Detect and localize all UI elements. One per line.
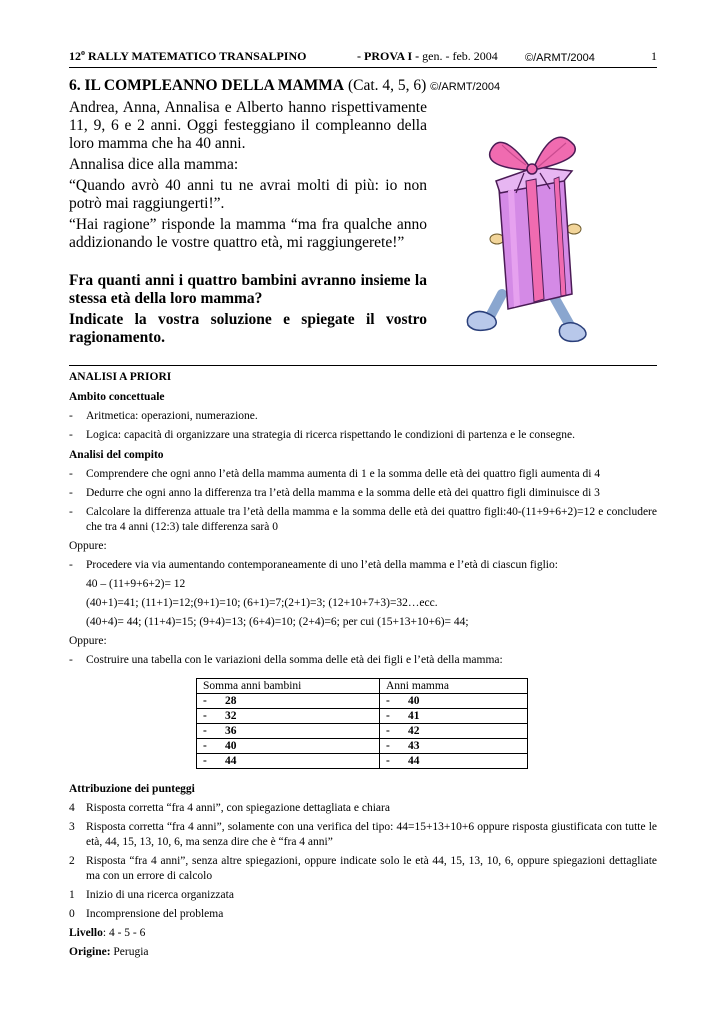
header-copyright: ©/ARMT/2004 [525, 52, 595, 64]
table-header-row [197, 679, 528, 694]
edition-number: 12 [69, 49, 81, 63]
document-page [69, 46, 657, 960]
analysis-heading: ANALISI A PRIORI [69, 371, 172, 383]
punteggi-heading: Attribuzione dei punteggi [69, 783, 195, 795]
list-item: 2 Risposta “fra 4 anni”, senza altre spiegazioni, oppure indicate solo le età 44, 15, 13, 10, 6, oppure spiegazioni dettagliate ma con un errore di calcolo [69, 855, 657, 882]
ambito-heading: Ambito concettuale [69, 391, 165, 403]
list-item: - Procedere via via aumentando contemporaneamente di uno l’età della mamma e l’età di ciascun figlio: [69, 559, 558, 571]
list-item: - Aritmetica: operazioni, numerazione. [69, 410, 258, 422]
table-row: - 32 - 41 [197, 709, 528, 724]
table-row: - 36 - 42 [197, 724, 528, 739]
list-item: 0 Incomprensione del problema [69, 908, 224, 920]
edition-sup: o [81, 48, 85, 57]
problem-instruction: Indicate la vostra soluzione e spiegate il vostro ragionamento. [69, 311, 427, 346]
ages-table [196, 678, 528, 769]
page-number: 1 [651, 49, 657, 63]
oppure-label: Oppure: [69, 540, 107, 552]
list-item: - Calcolare la differenza attuale tra l’età della mamma e la somma delle età dei quattro figli:40-(11+9+6+2)=12 e concludere che tra 4 anni (12:3) tale differenza sarà 0 [69, 506, 657, 533]
table-cell: 42 [408, 724, 420, 737]
calc-line: 40 – (11+9+6+2)= 12 [86, 578, 186, 590]
list-item: - Costruire una tabella con le variazioni della somma delle età dei figli e l’età della mamma: [69, 654, 503, 666]
problem-paragraph: “Quando avrò 40 anni tu ne avrai molti di più: io non potrò mai raggiungerti!”. [69, 177, 427, 212]
list-item: - Dedurre che ogni anno la differenza tra l’età della mamma e la somma delle età dei quattro figli diminuisce di 3 [69, 487, 600, 499]
page-header [69, 46, 657, 68]
table-header: Somma anni bambini [197, 679, 380, 694]
table-cell: 28 [225, 694, 237, 707]
problem-paragraph: Annalisa dice alla mamma: [69, 156, 239, 173]
rally-name: RALLY MATEMATICO TRANSALPINO [85, 49, 307, 63]
table-cell: 43 [408, 739, 420, 752]
table-cell: 44 [225, 754, 237, 767]
header-title [69, 48, 357, 64]
problem-question: Fra quanti anni i quattro bambini avranno insieme la stessa età della loro mamma? [69, 272, 427, 307]
table-row: - 40 - 43 [197, 739, 528, 754]
prova-date: gen. - feb. 2004 [419, 49, 498, 63]
analysis-section [69, 370, 657, 960]
header-prova [357, 49, 525, 64]
list-item: 1 Inizio di una ricerca organizzata [69, 889, 234, 901]
list-item: - Logica: capacità di organizzare una strategia di ricerca rispettando le condizioni di partenza e le consegne. [69, 429, 575, 441]
calc-line: (40+4)= 44; (11+4)=15; (9+4)=13; (6+4)=10; (2+4)=6; per cui (15+13+10+6)= 44; [86, 616, 469, 628]
gift-box-character-icon [464, 119, 594, 359]
problem-text [69, 99, 427, 347]
oppure-label: Oppure: [69, 635, 107, 647]
problem-copyright: ©/ARMT/2004 [430, 81, 501, 93]
compito-heading: Analisi del compito [69, 449, 164, 461]
table-cell: 40 [225, 739, 237, 752]
table-header: Anni mamma [380, 679, 528, 694]
problem-title-text: 6. IL COMPLEANNO DELLA MAMMA [69, 77, 345, 94]
table-row: - 28 - 40 [197, 694, 528, 709]
list-item: - Comprendere che ogni anno l’età della mamma aumenta di 1 e la somma delle età dei quattro figli aumenta di 4 [69, 468, 601, 480]
problem-paragraph: Andrea, Anna, Annalisa e Alberto hanno rispettivamente 11, 9, 6 e 2 anni. Oggi festeggiano il compleanno della loro mamma che ha 40 anni. [69, 99, 427, 152]
table-row: - 44 - 44 [197, 754, 528, 769]
table-cell: 36 [225, 724, 237, 737]
table-cell: 44 [408, 754, 420, 767]
table-cell: 40 [408, 694, 420, 707]
prova-label: - PROVA I - [357, 49, 420, 63]
problem-paragraph: “Hai ragione” risponde la mamma “ma fra qualche anno addizionando le vostre quattro età, mi raggiungerete!” [69, 216, 427, 251]
table-cell: 41 [408, 709, 420, 722]
origine-line: Origine: Perugia [69, 946, 149, 958]
problem-title [69, 77, 657, 95]
livello-line: Livello: 4 - 5 - 6 [69, 927, 146, 939]
problem-section [69, 99, 657, 361]
problem-categories: (Cat. 4, 5, 6) [344, 77, 431, 94]
calc-line: (40+1)=41; (11+1)=12;(9+1)=10; (6+1)=7;(2+1)=3; (12+10+7+3)=32…ecc. [86, 597, 438, 609]
list-item: 4 Risposta corretta “fra 4 anni”, con spiegazione dettagliata e chiara [69, 802, 390, 814]
table-cell: 32 [225, 709, 237, 722]
section-divider [69, 365, 657, 366]
list-item: 3 Risposta corretta “fra 4 anni”, solamente con una verifica del tipo: 44=15+13+10+6 oppure risposta giustificata con tutte le età, 44, 15, 13, 10, 6, ma senza dire che è “fra 4 anni” [69, 821, 657, 848]
punteggi-list [69, 801, 657, 922]
